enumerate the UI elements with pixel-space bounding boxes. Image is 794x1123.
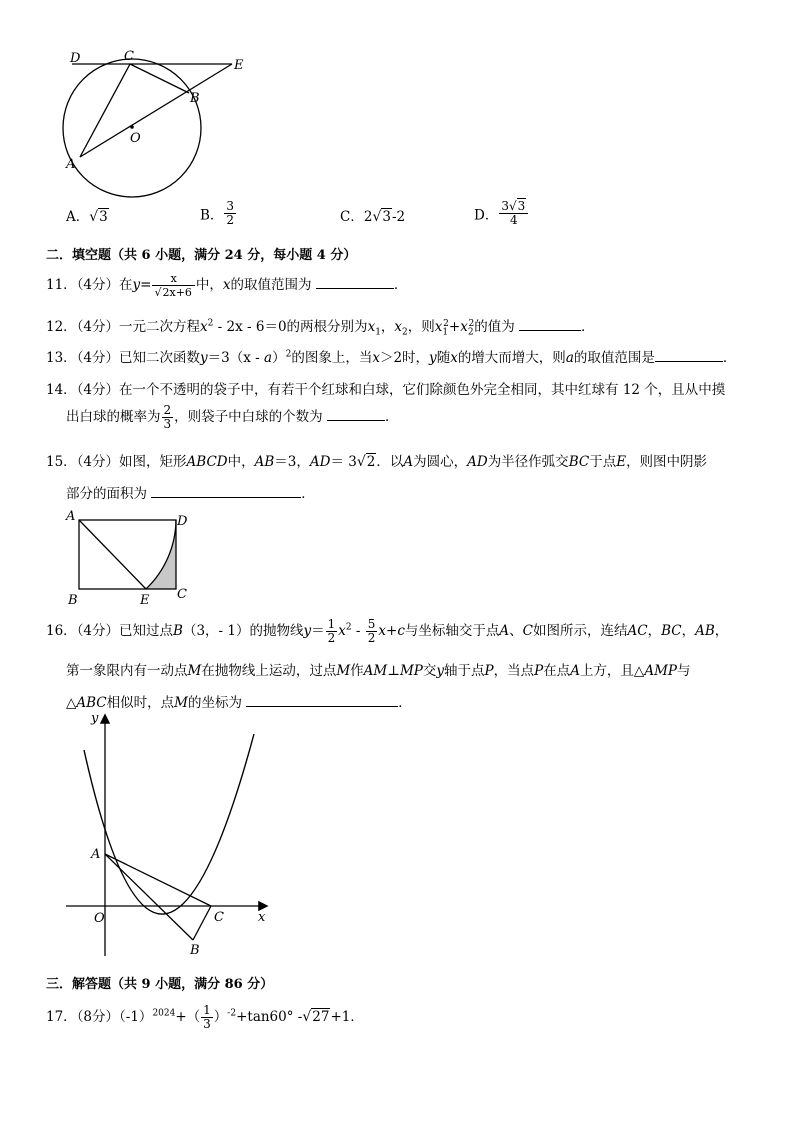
q11-score: （4分） bbox=[76, 277, 120, 293]
question-16-line2 bbox=[66, 659, 690, 679]
q12-answer-blank[interactable] bbox=[519, 318, 581, 331]
q13-var-x2: x bbox=[450, 350, 458, 366]
q13-t3: ） bbox=[272, 350, 286, 366]
q16-l2f: ，当点 bbox=[493, 663, 535, 679]
q16-b: B bbox=[173, 623, 183, 639]
q13-t7: 的增大而增大，则 bbox=[457, 350, 566, 366]
q15-a: A bbox=[403, 454, 414, 470]
segment-bc bbox=[193, 906, 211, 940]
label-c: C bbox=[177, 587, 187, 602]
q15-t3: ＝3， bbox=[274, 454, 310, 470]
q13-var-a: a bbox=[264, 350, 273, 366]
option-c: C．2√3-2 bbox=[340, 209, 406, 225]
q12-text1: 一元二次方程 bbox=[119, 319, 201, 335]
q11-number: 11． bbox=[46, 277, 77, 293]
label-d: D bbox=[70, 51, 81, 66]
q16-t4: 与坐标轴交于点 bbox=[404, 623, 500, 639]
q16-f2-den: 2 bbox=[367, 631, 376, 645]
q17-number: 17． bbox=[46, 1009, 77, 1025]
question-11: 11．（4分）在y= $\frac{x}{√2x+6}$ 中，x的取值范围为 ． bbox=[46, 272, 408, 299]
q16-ABC: ABC bbox=[76, 695, 107, 711]
q15-t9: ，则图中阴影 bbox=[626, 454, 708, 470]
q14-line1: 在一个不透明的袋子中，有若干个红球和白球，它们除颜色外完全相同，其中红球有 12 个，且从中摸 bbox=[119, 382, 726, 398]
q12-plus: + bbox=[448, 319, 461, 335]
q11-text-post2: 的取值范围为 bbox=[230, 277, 312, 293]
q16-f1-den: 2 bbox=[327, 631, 336, 645]
q14-number: 14． bbox=[46, 382, 77, 398]
q14-line2b: ，则袋子中白球的个数为 bbox=[174, 409, 323, 425]
q11-frac-den: 2x+6 bbox=[162, 286, 192, 299]
q16-number: 16． bbox=[46, 623, 77, 639]
q16-t3: x+c bbox=[378, 623, 405, 639]
q12-then: ，则 bbox=[407, 319, 435, 335]
q16-line3a: △ bbox=[66, 695, 77, 711]
q16-P2: P bbox=[534, 663, 544, 679]
q15-e: E bbox=[616, 454, 627, 470]
q12-end: ． bbox=[581, 319, 595, 335]
q15-t5: ．以 bbox=[376, 454, 404, 470]
q15-end: ． bbox=[301, 486, 315, 502]
label-c: C bbox=[214, 910, 224, 925]
q13-t2: ＝3（x - bbox=[207, 350, 265, 366]
q11-text-pre: 在 bbox=[119, 277, 133, 293]
section-2-title: 二．填空题（共 6 小题，满分 24 分，每小题 4 分） bbox=[46, 248, 357, 263]
question-13 bbox=[46, 346, 736, 366]
q14-answer-blank[interactable] bbox=[327, 408, 385, 421]
q17-t2: +（ bbox=[175, 1009, 201, 1025]
section-3-title: 三．解答题（共 9 小题，满分 86 分） bbox=[46, 977, 274, 992]
question-15-line2 bbox=[66, 482, 315, 502]
q12-term1: x bbox=[434, 319, 443, 335]
q10-options bbox=[66, 200, 586, 236]
option-c-label: C． bbox=[340, 209, 364, 225]
q16-AMP: AMP bbox=[644, 663, 677, 679]
q16-score: （4分） bbox=[76, 623, 120, 639]
question-14 bbox=[46, 378, 725, 398]
q15-answer-blank[interactable] bbox=[151, 485, 301, 498]
q16-cm2: ， bbox=[681, 623, 696, 639]
q17-score: （8分） bbox=[76, 1009, 120, 1025]
label-e: E bbox=[234, 58, 244, 73]
label-y: y bbox=[91, 711, 99, 726]
circle-figure bbox=[60, 48, 260, 198]
question-16 bbox=[46, 618, 728, 645]
q15-t4: ＝ 3 bbox=[330, 454, 357, 470]
q16-M: M bbox=[187, 663, 202, 679]
label-a: A bbox=[66, 157, 76, 172]
q16-answer-blank[interactable] bbox=[246, 694, 398, 707]
label-x: x bbox=[258, 910, 266, 925]
q16-M2: M bbox=[336, 663, 351, 679]
q16-minus: - bbox=[351, 623, 365, 639]
q15-score: （4分） bbox=[76, 454, 120, 470]
q13-t4: 的图象上，当 bbox=[291, 350, 373, 366]
shaded-region bbox=[146, 520, 176, 589]
segment-ae bbox=[79, 520, 146, 589]
q13-end: ． bbox=[722, 350, 737, 366]
q16-MP: MP bbox=[399, 663, 423, 679]
q14-frac-den: 3 bbox=[163, 417, 172, 431]
option-a: A．√3 bbox=[66, 209, 108, 225]
q15-t2: 中， bbox=[227, 454, 255, 470]
q13-answer-blank[interactable] bbox=[655, 349, 723, 362]
secant-ae bbox=[80, 64, 232, 157]
q15-ad: AD bbox=[309, 454, 331, 470]
q16-AM: AM bbox=[363, 663, 388, 679]
option-d-den: 4 bbox=[509, 213, 518, 227]
q13-t6: 随 bbox=[436, 350, 451, 366]
option-b-label: B． bbox=[200, 207, 224, 224]
rectangle-figure bbox=[60, 506, 210, 612]
label-e: E bbox=[140, 593, 150, 608]
q17-t5: +1． bbox=[330, 1009, 364, 1025]
q16-l2c: 作 bbox=[350, 663, 364, 679]
q14-end: ． bbox=[384, 409, 399, 425]
q13-var-y: y bbox=[200, 350, 208, 366]
option-d-label: D． bbox=[474, 207, 499, 224]
segment-ab bbox=[105, 854, 193, 940]
label-b: B bbox=[190, 91, 200, 106]
q17-frac-den: 3 bbox=[203, 1017, 211, 1031]
q15-abcd: ABCD bbox=[186, 454, 228, 470]
q16-xsq: x bbox=[338, 623, 346, 639]
q12-score: （4分） bbox=[76, 319, 120, 335]
q11-var-x: x bbox=[222, 277, 231, 293]
q17-exp1: 2024 bbox=[152, 1008, 176, 1019]
option-b bbox=[200, 200, 237, 227]
q12-term2-sub: 2 bbox=[467, 327, 474, 338]
q12-x1: x bbox=[367, 319, 376, 335]
q13-sq: 2 bbox=[285, 349, 292, 360]
question-14-line2 bbox=[66, 404, 398, 431]
q16-end: ． bbox=[398, 695, 412, 711]
q12-x2: x bbox=[394, 319, 403, 335]
label-o: O bbox=[130, 131, 141, 146]
q15-ad2: AD bbox=[467, 454, 488, 470]
q12-number: 12． bbox=[46, 319, 77, 335]
question-17: 17．（8分）$(-1)^{2024}+$（ $\frac{1}{3}$ ）$^{-2}$+tan60° -√27+1． bbox=[46, 1003, 364, 1031]
q17-t1: （-1） bbox=[119, 1009, 153, 1025]
segment-ac bbox=[105, 854, 211, 906]
q16-t2: （3，- 1）的抛物线 bbox=[182, 623, 304, 639]
q16-AB: AB bbox=[695, 623, 715, 639]
label-c: C bbox=[124, 49, 134, 64]
q12-term1-sup: 2 bbox=[443, 318, 449, 329]
q12-comma: ， bbox=[380, 319, 395, 335]
option-c-tail: -2 bbox=[391, 209, 406, 225]
q16-l2b: 在抛物线上运动，过点 bbox=[201, 663, 337, 679]
option-c-radicand: 3 bbox=[382, 209, 391, 225]
q15-ab: AB bbox=[254, 454, 275, 470]
label-b: B bbox=[190, 943, 200, 958]
q16-t1: 已知过点 bbox=[119, 623, 174, 639]
q17-radicand: 27 bbox=[312, 1009, 330, 1025]
option-d-coef: 3 bbox=[501, 199, 509, 213]
q14-frac-num: 2 bbox=[163, 403, 172, 417]
parabola-curve bbox=[84, 734, 254, 914]
q16-l2d: 交 bbox=[422, 663, 437, 679]
q16-A: A bbox=[499, 623, 510, 639]
option-d: D． $\frac{3√3}{4}$ bbox=[474, 200, 529, 227]
q13-var-y2: y bbox=[429, 350, 437, 366]
q16-line3b: 相似时，点 bbox=[106, 695, 175, 711]
q16-cm1: ， bbox=[647, 623, 662, 639]
q16-perp: ⊥ bbox=[387, 663, 400, 679]
q15-number: 15． bbox=[46, 454, 77, 470]
q16-l2g: 在点 bbox=[543, 663, 571, 679]
q16-sq: 2 bbox=[345, 622, 352, 633]
q13-var-a2: a bbox=[565, 350, 574, 366]
question-12 bbox=[46, 315, 595, 338]
q16-l2h: 上方，且△ bbox=[579, 663, 645, 679]
q15-t6: 为圆心， bbox=[413, 454, 468, 470]
question-15: 15．（4分）如图，矩形ABCD中，AB＝3，AD＝ 3√2．以A为圆心，AD为半径作弧交BC于点E，则图中阴影 bbox=[46, 454, 708, 470]
q11-frac-num: x bbox=[152, 272, 194, 286]
q11-answer-blank[interactable] bbox=[316, 276, 394, 289]
option-b-num: 3 bbox=[226, 199, 235, 213]
q13-number: 13． bbox=[46, 350, 77, 366]
q16-A2: A bbox=[570, 663, 580, 679]
option-a-label: A． bbox=[66, 209, 90, 225]
q12-text3: 的值为 bbox=[474, 319, 515, 335]
q16-l2i: 与 bbox=[676, 663, 691, 679]
q16-P: P bbox=[484, 663, 494, 679]
q13-t1: 已知二次函数 bbox=[119, 350, 201, 366]
q11-var-y: y bbox=[132, 277, 141, 293]
label-d: D bbox=[177, 514, 188, 529]
q17-exp2: -2 bbox=[227, 1008, 237, 1019]
q14-score: （4分） bbox=[76, 382, 120, 398]
q14-line2a: 出白球的概率为 bbox=[66, 409, 161, 425]
q13-var-x: x bbox=[372, 350, 380, 366]
q11-equals: = bbox=[140, 277, 152, 293]
q15-bc: BC bbox=[568, 454, 590, 470]
q16-M3: M bbox=[174, 695, 188, 711]
q12-term1-sub: 1 bbox=[442, 327, 449, 338]
q12-x1-sub: 1 bbox=[375, 327, 381, 338]
q16-t5: 如图所示，连结 bbox=[533, 623, 628, 639]
q12-x2-sub: 2 bbox=[402, 327, 408, 338]
q15-t8: 于点 bbox=[589, 454, 617, 470]
q16-BC: BC bbox=[661, 623, 682, 639]
q17-t3: ） bbox=[213, 1009, 228, 1025]
q16-AC: AC bbox=[627, 623, 648, 639]
q16-eq: ＝ bbox=[311, 623, 325, 639]
q17-frac-num: 1 bbox=[203, 1003, 211, 1017]
label-o: O bbox=[94, 911, 105, 926]
q15-t1: 如图，矩形 bbox=[119, 454, 187, 470]
q16-C: C bbox=[522, 623, 534, 639]
label-a: A bbox=[91, 847, 101, 862]
q13-t8: 的取值范围是 bbox=[573, 350, 655, 366]
q16-f1-num: 1 bbox=[327, 617, 336, 631]
q11-text-post: 中， bbox=[195, 277, 223, 293]
q15-line2: 部分的面积为 bbox=[66, 486, 147, 502]
center-point-o bbox=[130, 125, 134, 129]
q12-sq: 2 bbox=[207, 318, 214, 329]
q15-t7: 为半径作弧交 bbox=[487, 454, 569, 470]
q16-y: y bbox=[303, 623, 312, 639]
chord-ca bbox=[80, 64, 130, 157]
q12-term2: x bbox=[460, 319, 468, 335]
label-b: B bbox=[68, 593, 78, 608]
option-d-radicand: 3 bbox=[517, 199, 526, 213]
q16-l2e: 轴于点 bbox=[444, 663, 485, 679]
q16-yaxis: y bbox=[436, 663, 444, 679]
q15-radicand: 2 bbox=[366, 454, 376, 470]
option-c-coef: 2 bbox=[363, 209, 373, 225]
q12-term2-sup: 2 bbox=[468, 318, 475, 329]
q17-t4: +tan60° - bbox=[236, 1009, 303, 1025]
q16-f2-num: 5 bbox=[367, 617, 376, 631]
q13-t5: ＞2时， bbox=[379, 350, 430, 366]
q12-var-x: x bbox=[200, 319, 208, 335]
option-a-radicand: 3 bbox=[99, 209, 108, 225]
q16-cm3: ， bbox=[714, 623, 729, 639]
q12-text2: - 2x - 6＝0的两根分别为 bbox=[213, 319, 368, 335]
q16-c1: 、 bbox=[509, 623, 523, 639]
option-b-den: 2 bbox=[226, 213, 235, 227]
q16-line3c: 的坐标为 bbox=[187, 695, 242, 711]
q13-score: （4分） bbox=[76, 350, 120, 366]
q16-line2: 第一象限内有一动点 bbox=[66, 663, 188, 679]
q11-end: ． bbox=[393, 277, 408, 293]
parabola-figure bbox=[60, 708, 280, 966]
label-a: A bbox=[66, 509, 76, 524]
